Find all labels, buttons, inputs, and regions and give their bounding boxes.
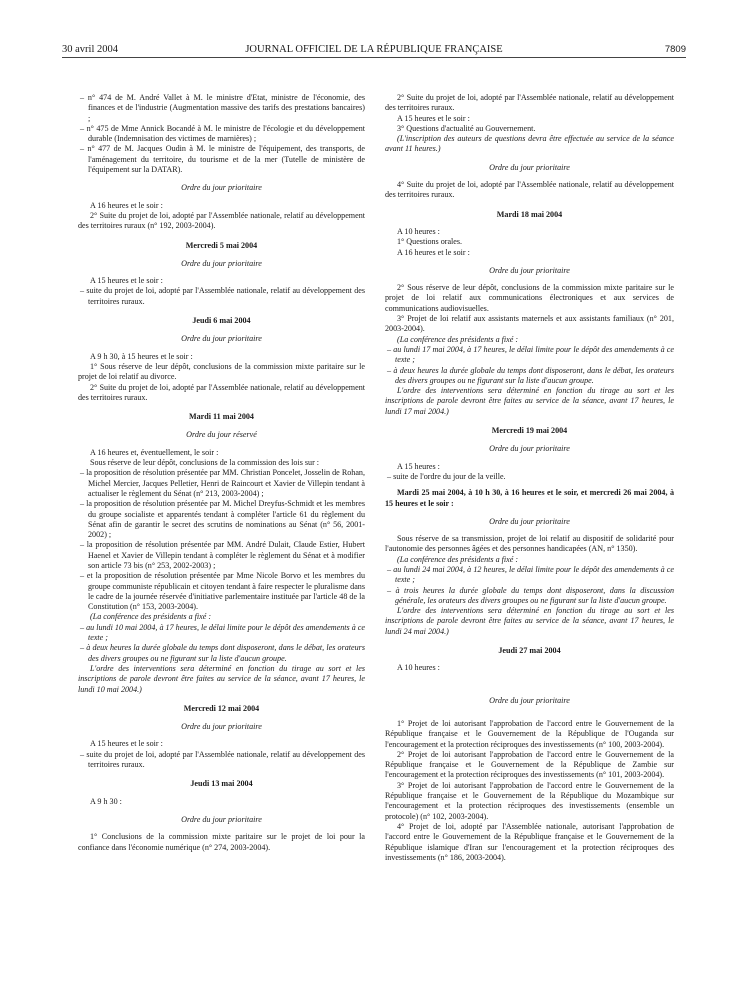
question-475: – n° 475 de Mme Annick Bocandé à M. le ministre de l'écologie et du développement durable (Indemnisation des victimes de marnières) ; — [80, 123, 365, 144]
agenda-item: 1° Questions orales. — [397, 237, 463, 247]
day-heading-13-mai: Jeudi 13 mai 2004 — [190, 779, 253, 789]
section-subheading: Ordre du jour prioritaire — [181, 722, 262, 732]
session-time: A 10 heures : — [397, 663, 440, 673]
right-column — [385, 93, 674, 863]
questions-note: (L'inscription des auteurs de questions devra être effectuée au service de la séance avant 11 heures.) — [385, 134, 674, 154]
left-column — [78, 93, 365, 853]
agenda-item: Sous réserve de sa transmission, projet de loi relatif au dispositif de solidarité pour l'autonomie des personnes âgées et des personnes handicapées (AN, n° 1350). — [385, 534, 674, 554]
page-number: 7809 — [664, 44, 686, 55]
conference-item: – à deux heures la durée globale du temps dont disposeront, dans le débat, les orateurs des divers groupes ou ne figurant sur la liste d'aucun groupe. — [387, 365, 674, 385]
question-474: – n° 474 de M. André Vallet à M. le ministre d'Etat, ministre de l'économie, des finances et de l'industrie (Augmentation massive des tarifs des prestations bancaires) ; — [80, 93, 365, 123]
agenda-item: 3° Projet de loi autorisant l'approbation de l'accord entre le Gouvernement de la République française et le Gouvernement de la République du Mozambique sur l'encouragement et la protection réciproques des investissements (ensemble un protocole) (n° 102, 2003-2004). — [385, 780, 674, 821]
agenda-item: – suite du projet de loi, adopté par l'Assemblée nationale, relatif au développement des territoires ruraux. — [80, 749, 365, 770]
conference-order: L'ordre des interventions sera déterminé en fonction du tirage au sort et les inscriptions de parole devront être faites au service de la séance, avant 17 heures, le lundi 17 mai 2004.) — [385, 386, 674, 416]
session-time: A 15 heures : — [397, 461, 440, 471]
conference-item: – au lundi 10 mai 2004, à 17 heures, le délai limite pour le dépôt des amendements à ce texte ; — [80, 622, 365, 643]
section-subheading: Ordre du jour prioritaire — [181, 183, 262, 193]
session-time: A 15 heures et le soir : — [397, 113, 470, 123]
section-subheading: Ordre du jour prioritaire — [181, 334, 262, 344]
day-heading-11-mai: Mardi 11 mai 2004 — [189, 412, 254, 422]
day-heading-12-mai: Mercredi 12 mai 2004 — [183, 703, 260, 713]
session-time: A 16 heures et le soir : — [397, 247, 470, 257]
agenda-item: 4° Suite du projet de loi, adopté par l'Assemblée nationale, relatif au développement des territoires ruraux. — [385, 180, 674, 200]
day-heading-18-mai: Mardi 18 mai 2004 — [496, 209, 563, 219]
session-time: A 10 heures : — [397, 226, 440, 236]
conference-item: – à deux heures la durée globale du temps dont disposeront, dans le débat, les orateurs des divers groupes ou ne figurant sur la liste d'aucun groupe. — [80, 643, 365, 663]
agenda-item: 2° Sous réserve de leur dépôt, conclusions de la commission mixte paritaire sur le projet de loi relatif aux communications électroniques et aux services de communications audiovisuelles. — [385, 283, 674, 313]
page-header — [62, 43, 686, 58]
day-heading-6-mai: Jeudi 6 mai 2004 — [192, 316, 251, 326]
section-subheading: Ordre du jour réservé — [186, 430, 257, 440]
agenda-item: 3° Projet de loi relatif aux assistants maternels et aux assistants familiaux (n° 201, 2003-2004). — [385, 314, 674, 334]
conference-item: – au lundi 24 mai 2004, à 12 heures, le délai limite pour le dépôt des amendements à ce texte ; — [387, 564, 674, 585]
agenda-item: 1° Sous réserve de leur dépôt, conclusions de la commission mixte paritaire sur le projet de loi relatif au divorce. — [78, 361, 365, 382]
section-subheading: Ordre du jour prioritaire — [489, 162, 570, 172]
session-time: A 9 h 30 : — [90, 796, 122, 806]
conference-order: L'ordre des interventions sera déterminé en fonction du tirage au sort et les inscriptions de parole devront être faites au service de la séance, avant 17 heures, le lundi 24 mai 2004.) — [385, 606, 674, 636]
resolution-item: – et la proposition de résolution présentée par Mme Nicole Borvo et les membres du groupe communiste républicain et citoyen tendant à faire respecter le pluralisme dans le cadre de la journée réservée d'initiative parlementaire instituée par l'article 48 de la Constitution (n° 153, 2003-2004). — [80, 571, 365, 612]
session-time: A 16 heures et le soir : — [90, 200, 163, 210]
conference-item: – au lundi 17 mai 2004, à 17 heures, le délai limite pour le dépôt des amendements à ce texte ; — [387, 344, 674, 365]
conference-item: – à trois heures la durée globale du temps dont disposeront, dans la discussion générale, les orateurs des divers groupes ou ne figurant sur la liste d'aucun groupe. — [387, 585, 674, 605]
section-subheading: Ordre du jour prioritaire — [489, 444, 570, 454]
session-time: A 9 h 30, à 15 heures et le soir : — [90, 351, 193, 361]
agenda-intro: Sous réserve de leur dépôt, conclusions de la commission des lois sur : — [90, 458, 320, 468]
agenda-item: 2° Suite du projet de loi, adopté par l'Assemblée nationale, relatif au développement des territoires ruraux (n° 192, 2003-2004). — [78, 210, 365, 231]
resolution-item: – la proposition de résolution présentée par MM. Christian Poncelet, Josselin de Rohan, Michel Mercier, Jacques Pelletier, Henri de Raincourt et Xavier de Villepin tendant à actualiser le règlement du Sénat (n° 213, 2003-2004) ; — [80, 468, 365, 498]
conference-note: (La conférence des présidents a fixé : — [397, 334, 519, 344]
conference-note: (La conférence des présidents a fixé : — [90, 612, 212, 622]
agenda-item: – suite du projet de loi, adopté par l'Assemblée nationale, relatif au développement des territoires ruraux. — [80, 286, 365, 306]
section-subheading: Ordre du jour prioritaire — [181, 258, 262, 268]
section-subheading: Ordre du jour prioritaire — [489, 265, 570, 275]
day-heading-5-mai: Mercredi 5 mai 2004 — [185, 240, 258, 250]
agenda-item: 1° Projet de loi autorisant l'approbation de l'accord entre le Gouvernement de la République française et le Gouvernement de la République de l'Ouganda sur l'encouragement et la protection réciproques des investissements (n° 100, 2003-2004). — [385, 718, 674, 749]
session-time: A 16 heures et, éventuellement, le soir : — [90, 447, 219, 457]
question-477: – n° 477 de M. Jacques Oudin à M. le ministre de l'équipement, des transports, de l'aménagement du territoire, du tourisme et de la mer (Tutelle de ministère de l'équipement sur la DATAR). — [80, 144, 365, 175]
section-subheading: Ordre du jour prioritaire — [181, 814, 262, 824]
agenda-item: 2° Suite du projet de loi, adopté par l'Assemblée nationale, relatif au développement des territoires ruraux. — [78, 382, 365, 402]
agenda-item: 4° Projet de loi, adopté par l'Assemblée nationale, autorisant l'approbation de l'accord entre le Gouvernement de la République française et le Gouvernement de la République islamique d'Iran sur l'encouragement et la protection réciproques des investissements (n° 186, 2003-2004). — [385, 821, 674, 862]
agenda-item: 1° Conclusions de la commission mixte paritaire sur le projet de loi pour la confiance dans l'économie numérique (n° 274, 2003-2004). — [78, 832, 365, 852]
agenda-item: 3° Questions d'actualité au Gouvernement. — [397, 123, 536, 133]
day-heading-25-26-mai: Mardi 25 mai 2004, à 10 h 30, à 16 heures et le soir, et mercredi 26 mai 2004, à 15 heures et le soir : — [385, 488, 674, 508]
agenda-item: 2° Projet de loi autorisant l'approbation de l'accord entre le Gouvernement de la République française et le Gouvernement de la République de Zambie sur l'encouragement et la protection réciproques des investissements (n° 101, 2003-2004). — [385, 749, 674, 780]
section-subheading: Ordre du jour prioritaire — [489, 516, 570, 526]
resolution-item: – la proposition de résolution présentée par MM. André Dulait, Claude Estier, Hubert Haenel et Xavier de Villepin tendant à compléter le règlement du Sénat et à modifier son article 73 bis (n° 253, 2002-2003) ; — [80, 540, 365, 570]
conference-order: L'ordre des interventions sera déterminé en fonction du tirage au sort et les inscriptions de parole devront être faites au service de la séance, avant 17 heures, le lundi 10 mai 2004.) — [78, 663, 365, 694]
session-time: A 15 heures et le soir : — [90, 276, 163, 286]
resolution-item: – la proposition de résolution présentée par M. Michel Dreyfus-Schmidt et les membres du groupe socialiste et apparentés tendant à compléter l'article 61 du règlement du Sénat afin de garantir le secret des scrutins de nominations au Sénat (n° 56, 2001-2002) ; — [80, 499, 365, 540]
agenda-item: – suite de l'ordre du jour de la veille. — [387, 471, 506, 481]
section-subheading: Ordre du jour prioritaire — [489, 695, 570, 705]
session-time: A 15 heures et le soir : — [90, 739, 163, 749]
conference-note: (La conférence des présidents a fixé : — [397, 554, 519, 564]
day-heading-27-mai: Jeudi 27 mai 2004 — [498, 646, 561, 656]
day-heading-19-mai: Mercredi 19 mai 2004 — [491, 426, 568, 436]
journal-title: JOURNAL OFFICIEL DE LA RÉPUBLIQUE FRANÇAISE — [245, 44, 503, 55]
agenda-item: 2° Suite du projet de loi, adopté par l'Assemblée nationale, relatif au développement des territoires ruraux. — [385, 93, 674, 113]
header-date: 30 avril 2004 — [62, 44, 118, 55]
